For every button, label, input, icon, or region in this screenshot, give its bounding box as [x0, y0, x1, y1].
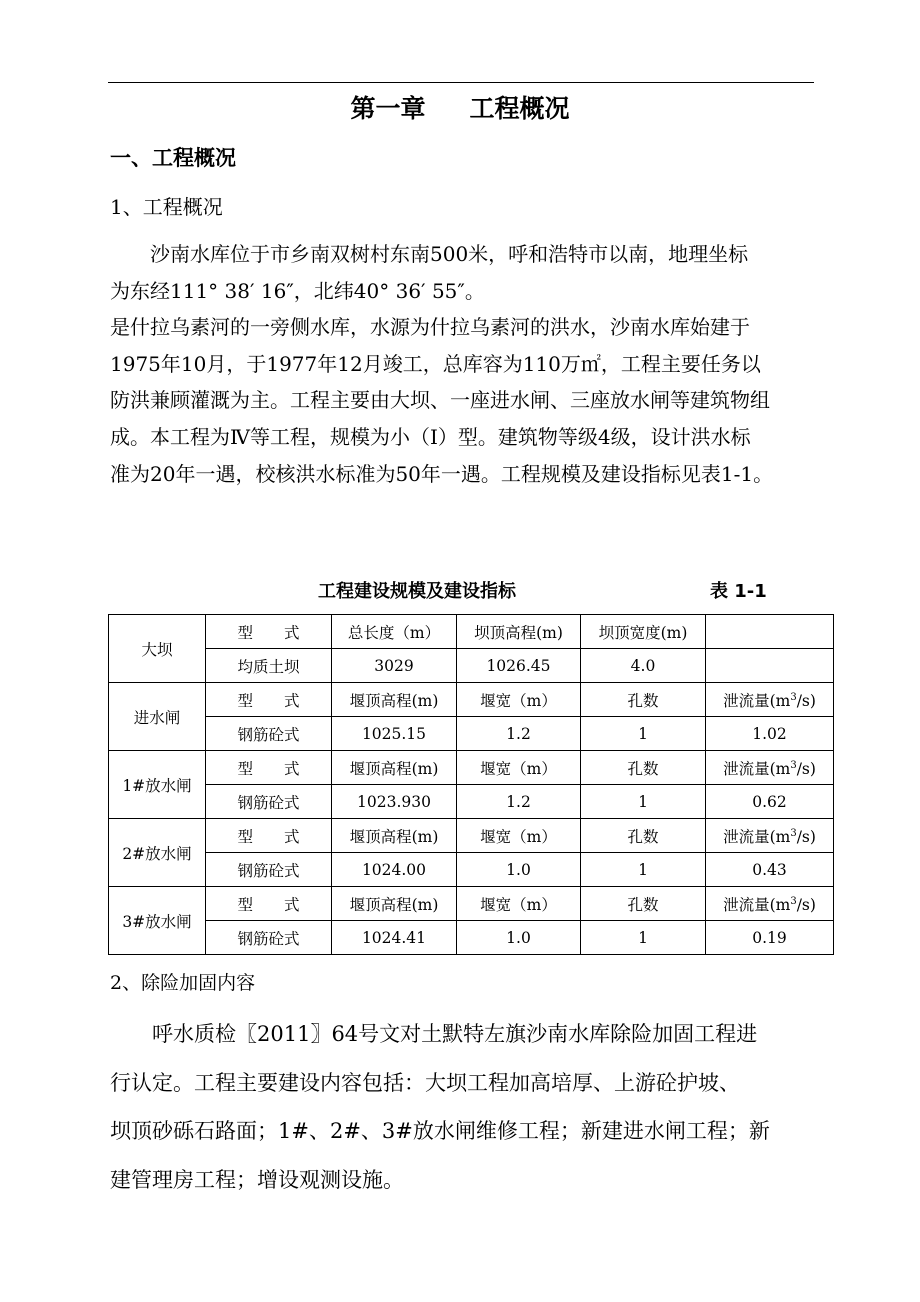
flow-unit-sup: 3	[790, 827, 797, 839]
row-group-label: 1#放水闸	[109, 751, 206, 819]
intro-line: 成。本工程为Ⅳ等工程，规模为小（Ⅰ）型。建筑物等级4级，设计洪水标	[110, 424, 751, 449]
reinforce-line: 建管理房工程；增设观测设施。	[110, 1167, 404, 1192]
value-cell: 0.62	[706, 785, 834, 819]
header-cell: 孔数	[581, 751, 706, 785]
value-cell: 4.0	[581, 649, 706, 683]
value-cell: 1.2	[457, 717, 581, 751]
row-group-label: 3#放水闸	[109, 887, 206, 955]
header-cell	[706, 887, 834, 921]
subsection-heading-1: 1、工程概况	[110, 195, 223, 219]
header-cell: 坝顶高程(m)	[457, 615, 581, 649]
table-row	[109, 785, 834, 819]
header-cell: 孔数	[581, 887, 706, 921]
header-cell: 型 式	[206, 615, 332, 649]
header-rule	[108, 82, 814, 83]
flow-unit-tail: /s)	[796, 759, 816, 778]
reinforce-paragraph	[110, 1010, 820, 1204]
intro-line: 沙南水库位于市乡南双树村东南500米，呼和浩特市以南，地理坐标	[110, 242, 749, 266]
header-cell: 型 式	[206, 751, 332, 785]
header-cell	[706, 819, 834, 853]
value-cell: 0.43	[706, 853, 834, 887]
value-cell	[706, 649, 834, 683]
value-cell: 1023.930	[332, 785, 457, 819]
table-row	[109, 615, 834, 649]
header-cell: 堰顶高程(m)	[332, 751, 457, 785]
header-cell: 堰宽（m）	[457, 819, 581, 853]
value-cell: 0.19	[706, 921, 834, 955]
table-row	[109, 683, 834, 717]
value-cell: 钢筋砼式	[206, 717, 332, 751]
value-cell: 1024.41	[332, 921, 457, 955]
value-cell: 1024.00	[332, 853, 457, 887]
flow-unit-tail: /s)	[796, 691, 816, 710]
header-cell: 堰顶高程(m)	[332, 819, 457, 853]
table-caption-number: 表 1-1	[710, 581, 767, 602]
flow-unit-head: 泄流量(m	[723, 827, 791, 846]
intro-paragraph	[110, 236, 820, 492]
value-cell: 钢筋砼式	[206, 853, 332, 887]
flow-unit-head: 泄流量(m	[723, 759, 791, 778]
chapter-title	[0, 88, 920, 130]
table-row	[109, 751, 834, 785]
value-cell: 3029	[332, 649, 457, 683]
chapter-label: 第一章	[350, 94, 426, 123]
flow-unit-tail: /s)	[796, 895, 816, 914]
header-cell: 孔数	[581, 819, 706, 853]
row-group-label: 进水闸	[109, 683, 206, 751]
intro-line: 准为20年一遇，校核洪水标准为50年一遇。工程规模及建设指标见表1-1。	[110, 461, 774, 486]
intro-line: 是什拉乌素河的一旁侧水库，水源为什拉乌素河的洪水，沙南水库始建于	[110, 315, 750, 340]
header-cell: 堰宽（m）	[457, 683, 581, 717]
table-row	[109, 853, 834, 887]
header-cell: 总长度（m）	[332, 615, 457, 649]
flow-unit-head: 泄流量(m	[723, 691, 791, 710]
header-cell	[706, 683, 834, 717]
header-cell: 堰宽（m）	[457, 751, 581, 785]
header-cell	[706, 751, 834, 785]
value-cell: 均质土坝	[206, 649, 332, 683]
flow-unit-sup: 3	[790, 759, 797, 771]
value-cell: 钢筋砼式	[206, 921, 332, 955]
header-cell: 型 式	[206, 887, 332, 921]
header-cell: 堰顶高程(m)	[332, 683, 457, 717]
value-cell: 1	[581, 921, 706, 955]
reinforce-line: 行认定。工程主要建设内容包括：大坝工程加高培厚、上游砼护坡、	[110, 1070, 740, 1095]
value-cell: 1025.15	[332, 717, 457, 751]
header-cell: 堰顶高程(m)	[332, 887, 457, 921]
flow-unit-head: 泄流量(m	[723, 895, 791, 914]
table-row	[109, 887, 834, 921]
value-cell: 1	[581, 717, 706, 751]
value-cell: 1.0	[457, 921, 581, 955]
header-cell: 型 式	[206, 819, 332, 853]
reinforce-line: 呼水质检〖2011〗64号文对土默特左旗沙南水库除险加固工程进	[110, 1022, 758, 1046]
header-cell	[706, 615, 834, 649]
table-row	[109, 717, 834, 751]
table-caption-title: 工程建设规模及建设指标	[318, 581, 516, 602]
row-group-label: 大坝	[109, 615, 206, 683]
table-row	[109, 819, 834, 853]
intro-line: 防洪兼顾灌溉为主。工程主要由大坝、一座进水闸、三座放水闸等建筑物组	[110, 388, 770, 413]
header-cell: 坝顶宽度(m)	[581, 615, 706, 649]
flow-unit-sup: 3	[790, 895, 797, 907]
header-cell: 孔数	[581, 683, 706, 717]
spec-table	[108, 614, 834, 955]
row-group-label: 2#放水闸	[109, 819, 206, 887]
flow-unit-sup: 3	[790, 691, 797, 703]
value-cell: 1	[581, 853, 706, 887]
value-cell: 1.02	[706, 717, 834, 751]
value-cell: 钢筋砼式	[206, 785, 332, 819]
value-cell: 1.2	[457, 785, 581, 819]
intro-line: 1975年10月，于1977年12月竣工，总库容为110万㎡，工程主要任务以	[110, 351, 761, 376]
header-cell: 型 式	[206, 683, 332, 717]
value-cell: 1026.45	[457, 649, 581, 683]
intro-line: 为东经111° 38′ 16″，北纬40° 36′ 55″。	[110, 278, 485, 303]
section-heading: 一、工程概况	[110, 146, 236, 170]
value-cell: 1	[581, 785, 706, 819]
table-row	[109, 921, 834, 955]
value-cell: 1.0	[457, 853, 581, 887]
chapter-name: 工程概况	[469, 94, 570, 123]
subsection-heading-2: 2、除险加固内容	[110, 972, 256, 994]
reinforce-line: 坝顶砂砾石路面；1#、2#、3#放水闸维修工程；新建进水闸工程；新	[110, 1119, 770, 1143]
table-row	[109, 649, 834, 683]
header-cell: 堰宽（m）	[457, 887, 581, 921]
flow-unit-tail: /s)	[796, 827, 816, 846]
